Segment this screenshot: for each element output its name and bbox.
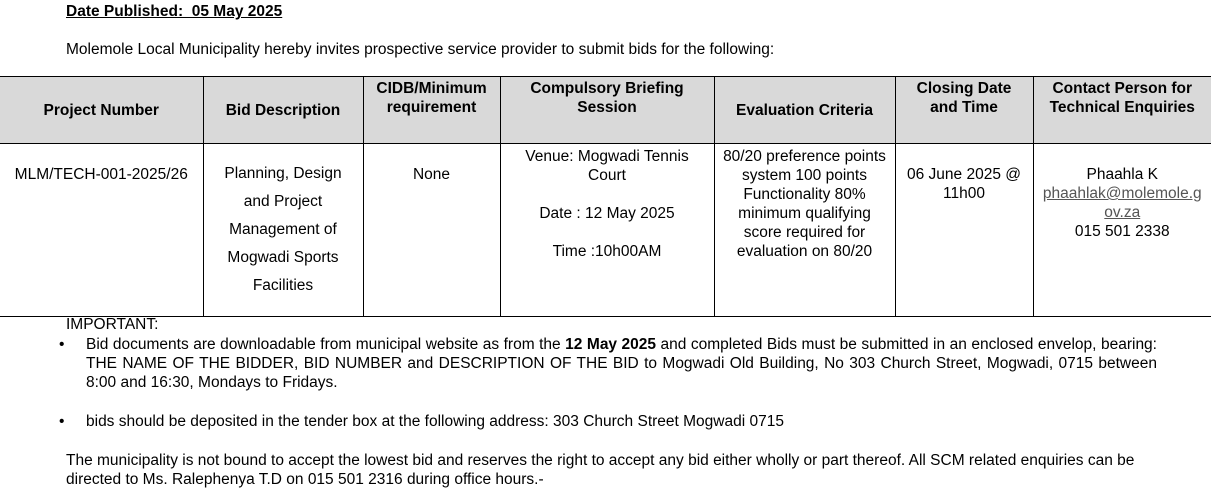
briefing-time: Time :10h00AM	[552, 243, 662, 260]
header-project-number: Project Number	[0, 77, 203, 144]
item1-bold-date: 12 May 2025	[565, 336, 657, 353]
header-contact: Contact Person for Technical Enquiries	[1033, 77, 1211, 144]
table-header-row	[0, 77, 1211, 144]
item2-text: bids should be deposited in the tender box at the following address: 303 Church Street Mogwadi 0715	[86, 413, 784, 430]
cell-cidb: None	[363, 144, 500, 317]
bullet-icon: •	[59, 336, 65, 353]
briefing-date: Date : 12 May 2025	[539, 205, 675, 222]
list-item	[0, 412, 1157, 431]
closing-note: The municipality is not bound to accept the lowest bid and reserves the right to accept any bid either wholly or part thereof. All SCM related enquiries can be directed to Ms. Ralephenya T.D on 015 501 2316 during office hours.-	[66, 452, 1135, 488]
cell-contact	[1033, 144, 1211, 317]
table-row	[0, 144, 1211, 317]
contact-name: Phaahla K	[1086, 166, 1159, 183]
cell-evaluation: 80/20 preference points system 100 points Functionality 80% minimum qualifying score required for evaluation on 80/20	[714, 144, 895, 317]
header-briefing: Compulsory Briefing Session	[500, 77, 714, 144]
cell-project-number: MLM/TECH-001-2025/26	[0, 144, 203, 317]
intro-text: Molemole Local Municipality hereby invites prospective service provider to submit bids for the following:	[66, 41, 775, 58]
list-item	[0, 335, 1157, 392]
header-cidb: CIDB/Minimum requirement	[363, 77, 500, 144]
header-bid-description: Bid Description	[203, 77, 363, 144]
contact-phone: 015 501 2338	[1074, 223, 1170, 240]
date-published: Date Published: 05 May 2025	[66, 3, 283, 20]
item1-post: and completed Bids must be submitted in an enclosed envelop, bearing: THE NAME OF THE BIDDER, BID NUMBER and DESCRIPTION OF THE BID to Mogwadi Old Building, No 303 Church Street, Mogwadi, 0715 between 8:00 and 16:30, Mondays to Fridays.	[86, 336, 1157, 391]
header-closing: Closing Date and Time	[895, 77, 1033, 144]
important-list	[0, 335, 1157, 431]
bullet-icon: •	[59, 413, 65, 430]
contact-email-link[interactable]: phaahlak@molemole.gov.za	[1042, 185, 1202, 221]
cell-briefing	[500, 144, 714, 317]
item1-pre: Bid documents are downloadable from municipal website as from the	[86, 336, 566, 353]
bids-table	[0, 76, 1211, 317]
cell-closing: 06 June 2025 @ 11h00	[895, 144, 1033, 317]
header-evaluation: Evaluation Criteria	[714, 77, 895, 144]
briefing-venue: Venue: Mogwadi Tennis Court	[525, 148, 689, 184]
cell-bid-description: Planning, Design and Project Management of Mogwadi Sports Facilities	[203, 144, 363, 317]
important-label: IMPORTANT:	[66, 316, 159, 333]
